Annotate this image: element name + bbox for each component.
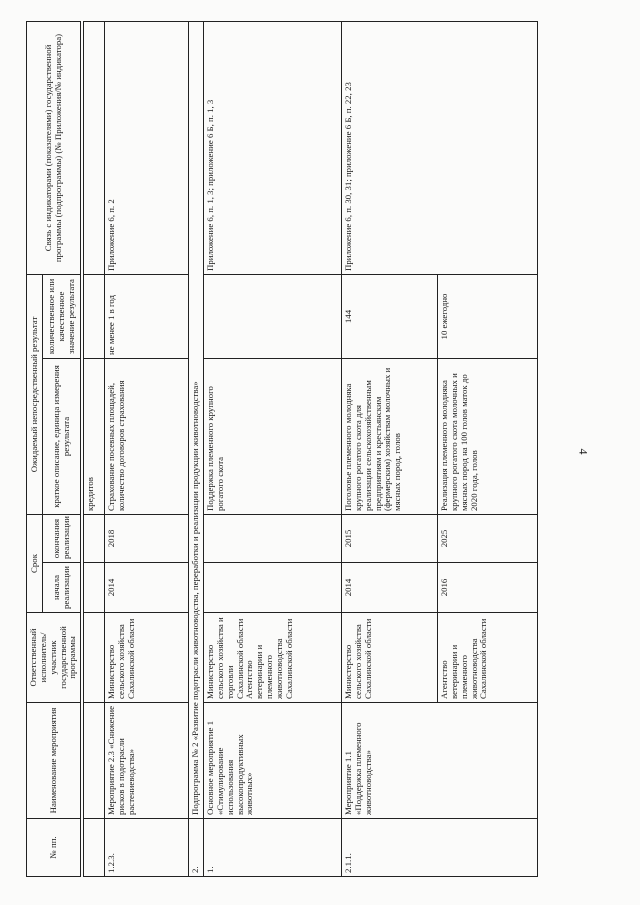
indicator-link: Приложение 6, п. 2 bbox=[105, 21, 189, 274]
result-value: не менее 1 в год bbox=[105, 274, 189, 358]
indicator-link: Приложение 6, п. 1, 3; приложение 6 Б, п. 1, 3 bbox=[204, 21, 342, 274]
rotated-document bbox=[26, 22, 598, 877]
header-result: Ожидаемый непосредственный результат bbox=[27, 274, 43, 514]
measures-table bbox=[26, 21, 538, 877]
header-link: Связь с индикаторами (показателями) государственной программы (подпрограммы) (№ Приложения/№ индикатора) bbox=[27, 21, 81, 274]
measure-name: Мероприятие 1.1 «Поддержка племенного животноводства» bbox=[342, 703, 538, 819]
header-term: Срок bbox=[27, 514, 43, 612]
responsible: Министерство сельского хозяйства Сахалинской области bbox=[342, 613, 438, 703]
end-year: 2025 bbox=[438, 514, 538, 562]
header-responsible: Ответственный исполнитель/участник государственной программы bbox=[27, 613, 81, 703]
start-year: 2014 bbox=[342, 563, 438, 613]
header-term-start: начала реализации bbox=[43, 563, 81, 613]
end-year: 2018 bbox=[105, 514, 189, 562]
result-value: 10 ежегодно bbox=[438, 274, 538, 358]
table-row-1 bbox=[204, 21, 342, 876]
result-description: Поддержка племенного крупного рогатого скота bbox=[204, 358, 342, 514]
measure-name: Основное мероприятие 1 «Стимулирование использования высокопродуктивных животных» bbox=[204, 703, 342, 819]
continuation-desc: кредитов bbox=[84, 358, 105, 514]
header-result-value: количественное или качественное значение результата bbox=[43, 274, 81, 358]
start-year: 2014 bbox=[105, 563, 189, 613]
header-term-end: окончания реализации bbox=[43, 514, 81, 562]
responsible: Агентство ветеринарии и племенного животноводства Сахалинской области bbox=[438, 613, 538, 703]
table-row-2-1-1-a bbox=[342, 21, 438, 876]
header-num: № пп. bbox=[27, 819, 81, 877]
result-description: Поголовье племенного молодняка крупного рогатого скота для реализации сельскохозяйственным предприятиям и крестьянским (фермерским) хозяйствам молочных и мясных пород, голов bbox=[342, 358, 438, 514]
indicator-link: Приложение 6, п. 30, 31; приложение 6 Б, п. 22, 23 bbox=[342, 21, 538, 274]
subprogram-title: Подпрограмма № 2 «Развитие подотрасли животноводства, переработки и реализации продукции животноводства» bbox=[189, 21, 204, 818]
result-description: Реализация племенного молодняка крупного рогатого скота молочных и мясных пород на 100 голов маток до 2020 года, голов bbox=[438, 358, 538, 514]
row-number: 1. bbox=[204, 819, 342, 877]
start-year: 2016 bbox=[438, 563, 538, 613]
header-name: Наименование мероприятия bbox=[27, 703, 81, 819]
header-result-desc: краткое описание, единица измерения результата bbox=[43, 358, 81, 514]
row-number: 2. bbox=[189, 819, 204, 877]
header-row bbox=[27, 21, 43, 876]
result-description: Страхование посевных площадей, количество договоров страхования bbox=[105, 358, 189, 514]
subprogram-row bbox=[189, 21, 204, 876]
row-number: 2.1.1. bbox=[342, 819, 538, 877]
continuation-row bbox=[84, 21, 105, 876]
table-row-1-2-3 bbox=[105, 21, 189, 876]
responsible: Министерство сельского хозяйства и торговли Сахалинской области Агентство ветеринарии и племенного животноводства Сахалинской области bbox=[204, 613, 342, 703]
measure-name: Мероприятие 2.3 «Снижение рисков в подотрасли растениеводства» bbox=[105, 703, 189, 819]
page-number: 4 bbox=[576, 448, 591, 455]
result-value: 144 bbox=[342, 274, 438, 358]
responsible: Министерство сельского хозяйства Сахалинской области bbox=[105, 613, 189, 703]
row-number: 1.2.3. bbox=[105, 819, 189, 877]
end-year: 2015 bbox=[342, 514, 438, 562]
